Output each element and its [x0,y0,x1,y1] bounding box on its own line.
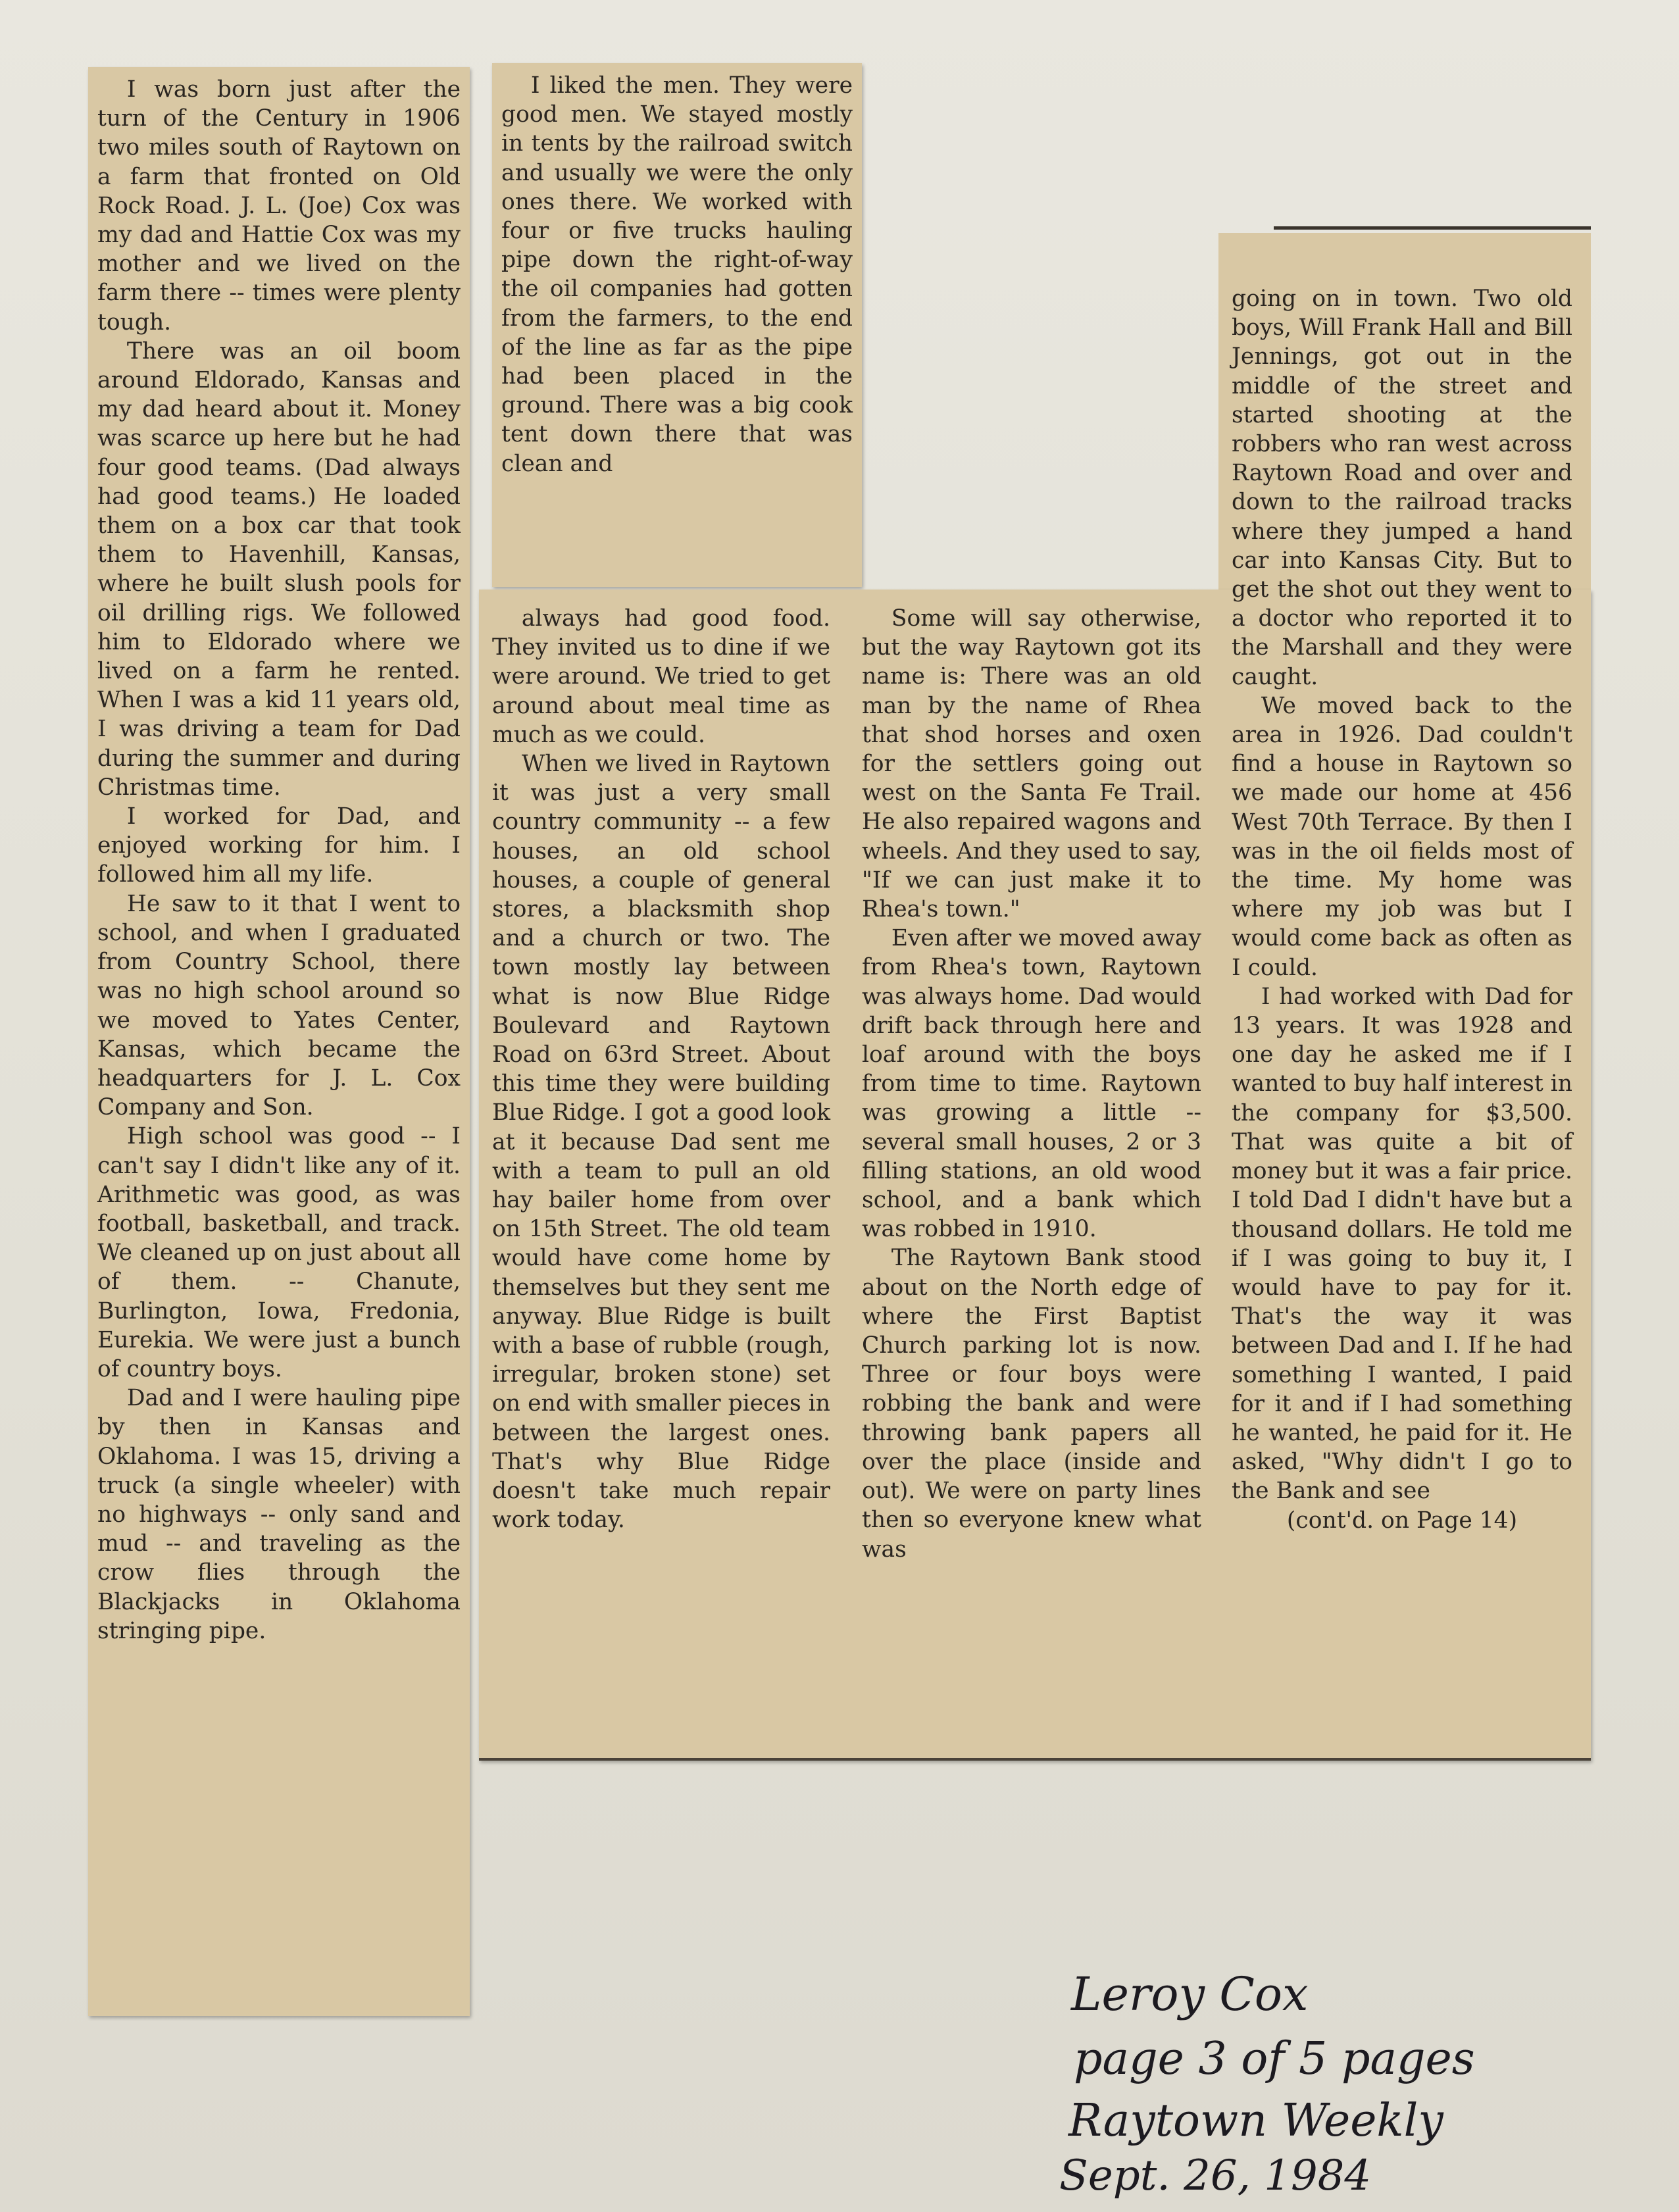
paragraph: We moved back to the area in 1926. Dad couldn't find a house in Raytown so we made our home at 456 West 70th Terrace. By then I was in the oil fields most of the time. My home was where my job was but I would come back as often as I could. [1232,692,1572,981]
article-column-2-bottom [492,604,830,1535]
paragraph: Even after we moved away from Rhea's town, Raytown was always home. Dad would drift back through here and loaf around with the boys from time to time. Raytown was growing a little -- several small houses, 2 or 3 filling stations, an old wood school, and a bank which was robbed in 1910. [862,925,1201,1243]
column-rule [1274,226,1591,230]
paragraph: always had good food. They invited us to dine if we were around. We tried to get around about meal time as much as we could. [492,605,830,748]
article-column-2-top [501,71,853,478]
paragraph: I had worked with Dad for 13 years. It was 1928 and one day he asked me if I wanted to buy half interest in the company for $3,500. That was quite a bit of money but it was a fair price. I told Dad I didn't have but a thousand dollars. He told me if I was going to buy it, I would have to pay for it. That's the way it was between Dad and I. If he had something I wanted, I paid for it and if I had something he wanted, he paid for it. He asked, "Why didn't I go to the Bank and see [1232,983,1572,1505]
paragraph: There was an oil boom around Eldorado, Kansas and my dad heard about it. Money was scarce up here but he had four good teams. (Dad always had good teams.) He loaded them on a box car that took them to Havenhill, Kansas, where he built slush pools for oil drilling rigs. We followed him to Eldorado where we lived on a farm he rented. When I was a kid 11 years old, I was driving a team for Dad during the summer and during Christmas time. [97,338,461,801]
paragraph: He saw to it that I went to school, and when I graduated from Country School, there was no high school around so we moved to Yates Center, Kansas, which became the headquarters for J. L. Cox Company and Son. [97,890,461,1121]
paragraph: I liked the men. They were good men. We stayed mostly in tents by the railroad switch and usually we were the only ones there. We worked with four or five trucks hauling pipe down the right-of-way the oil companies had gotten from the farmers, to the end of the line as far as the pipe had been placed in the ground. There was a big cook tent down there that was clean and [501,72,853,477]
article-column-3 [862,604,1201,1564]
handwritten-date: Sept. 26, 1984 [1059,2151,1372,2200]
continued-note: (cont'd. on Page 14) [1286,1507,1518,1534]
handwritten-publication: Raytown Weekly [1068,2095,1443,2147]
paragraph: The Raytown Bank stood about on the North edge of where the First Baptist Church parking lot is now. Three or four boys were robbing the bank and were throwing bank papers all over the place (inside and out). We were on party lines then so everyone knew what was [862,1245,1201,1563]
column-rule [479,1758,1591,1761]
paragraph: Some will say otherwise, but the way Raytown got its name is: There was an old man by the name of Rhea that shod horses and oxen for the settlers going out west on the Santa Fe Trail. He also repaired wagons and wheels. And they used to say, "If we can just make it to Rhea's town." [862,605,1201,923]
paragraph: I worked for Dad, and enjoyed working for him. I followed him all my life. [97,803,461,888]
clipping-column-1 [88,67,470,2016]
paragraph: High school was good -- I can't say I didn't like any of it. Arithmetic was good, as was football, basketball, and track. We cleaned up on just about all of them. -- Chanute, Burlington, Iowa, Fredonia, Eurekia. We were just a bunch of country boys. [97,1123,461,1382]
handwritten-name: Leroy Cox [1071,1967,1309,2021]
handwritten-page-note: page 3 of 5 pages [1074,2033,1475,2085]
article-column-4 [1232,284,1572,1535]
clipping-column-2-top [492,63,862,587]
paragraph: When we lived in Raytown it was just a very small country community -- a few houses, an old school houses, a couple of general stores, a blacksmith shop and a church or two. The town mostly lay between what is now Blue Ridge Boulevard and Raytown Road on 63rd Street. About this time they were building Blue Ridge. I got a good look at it because Dad sent me with a team to pull an old hay bailer home from over on 15th Street. The old team would have come home by themselves but they sent me anyway. Blue Ridge is built with a base of rubble (rough, irregular, broken stone) set on end with smaller pieces in between the largest ones. That's why Blue Ridge doesn't take much repair work today. [492,751,830,1534]
paragraph: I was born just after the turn of the Century in 1906 two miles south of Raytown on a farm that fronted on Old Rock Road. J. L. (Joe) Cox was my dad and Hattie Cox was my mother and we lived on the farm there -- times were plenty tough. [97,76,461,336]
article-column-1 [97,75,461,1646]
paragraph: going on in town. Two old boys, Will Frank Hall and Bill Jennings, got out in the middle of the street and started shooting at the robbers who ran west across Raytown Road and over and down to the railroad tracks where they jumped a hand car into Kansas City. But to get the shot out they went to a doctor who reported it to the Marshall and they were caught. [1232,286,1572,690]
paragraph: Dad and I were hauling pipe by then in Kansas and Oklahoma. I was 15, driving a truck (a single wheeler) with no highways -- only sand and mud -- and traveling as the crow flies through the Blackjacks in Oklahoma stringing pipe. [97,1385,461,1644]
